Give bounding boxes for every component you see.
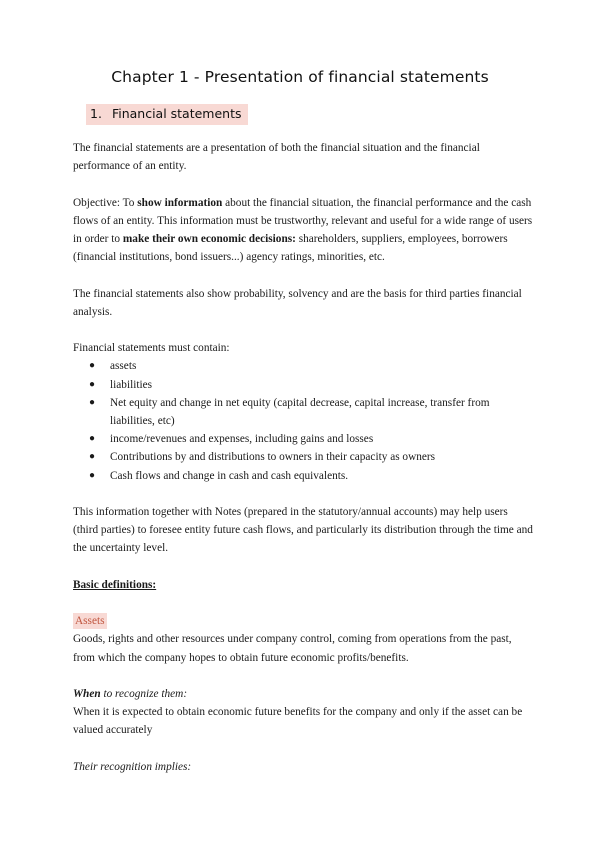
list-item xyxy=(73,357,533,375)
recognition-implies: Their recognition implies: xyxy=(73,760,192,773)
when-bold: When xyxy=(73,687,101,700)
also-show-paragraph: The financial statements also show probability, solvency and are the basis for third parties financial analysis. xyxy=(73,287,522,318)
list-item-text: liabilities xyxy=(110,378,153,391)
list-item-text: assets xyxy=(110,360,137,373)
when-heading xyxy=(73,685,533,703)
objective-paragraph xyxy=(73,194,533,267)
list-item-text: income/revenues and expenses, including gains and losses xyxy=(110,433,374,446)
section-number: 1. xyxy=(90,106,102,121)
section-title: Financial statements xyxy=(111,106,242,121)
list-item xyxy=(73,448,533,466)
bullet-icon: ● xyxy=(89,433,96,445)
section-heading xyxy=(86,104,248,125)
list-item-text: Cash flows and change in cash and cash equivalents. xyxy=(110,469,349,482)
intro-paragraph: The financial statements are a presentation of both the financial situation and the financial performance of an entity. xyxy=(73,142,480,173)
objective-bold-economic-decisions: make their own economic decisions: xyxy=(122,233,296,245)
bullet-icon: ● xyxy=(89,451,96,463)
bullet-icon: ● xyxy=(89,360,96,372)
bullet-icon: ● xyxy=(89,396,96,408)
objective-prefix: Objective: To xyxy=(73,196,138,209)
must-contain-list xyxy=(73,357,533,484)
when-text: When it is expected to obtain economic future benefits for the company and only if the asset can be valued accurately xyxy=(73,706,523,737)
when-rest: to recognize them: xyxy=(100,687,188,700)
list-item xyxy=(73,376,533,394)
assets-definition: Goods, rights and other resources under company control, coming from operations from the past, from which the company hopes to obtain future economic profits/benefits. xyxy=(73,633,512,664)
basic-definitions-heading: Basic definitions: xyxy=(73,578,157,591)
assets-label-line xyxy=(73,612,533,630)
must-contain-title: Financial statements must contain: xyxy=(73,342,230,355)
list-item xyxy=(73,430,533,448)
bullet-icon: ● xyxy=(89,469,96,481)
bullet-icon: ● xyxy=(89,378,96,390)
objective-suffix: shareholders, suppliers, employees, borrowers (financial institutions, bond issuers...) agency ratings, minorities, etc. xyxy=(73,233,508,264)
assets-label: Assets xyxy=(75,615,105,628)
objective-middle: about the financial situation, the financial performance and the cash flows of an entity. This information must be trustworthy, relevant and useful for a wide range of users in order to xyxy=(73,196,533,245)
list-item-text: Contributions by and distributions to owners in their capacity as owners xyxy=(110,451,436,464)
objective-bold-show-information: show information xyxy=(137,196,223,209)
list-item-text: Net equity and change in net equity (capital decrease, capital increase, transfer from liabilities, etc) xyxy=(110,396,490,427)
list-item xyxy=(73,467,533,485)
notes-paragraph: This information together with Notes (prepared in the statutory/annual accounts) may help users (third parties) to foresee entity future cash flows, and particularly its distribution through the time and the uncertainty level. xyxy=(73,506,533,555)
document-body xyxy=(73,139,533,776)
list-item xyxy=(73,394,533,430)
chapter-title: Chapter 1 - Presentation of financial statements xyxy=(111,68,489,86)
